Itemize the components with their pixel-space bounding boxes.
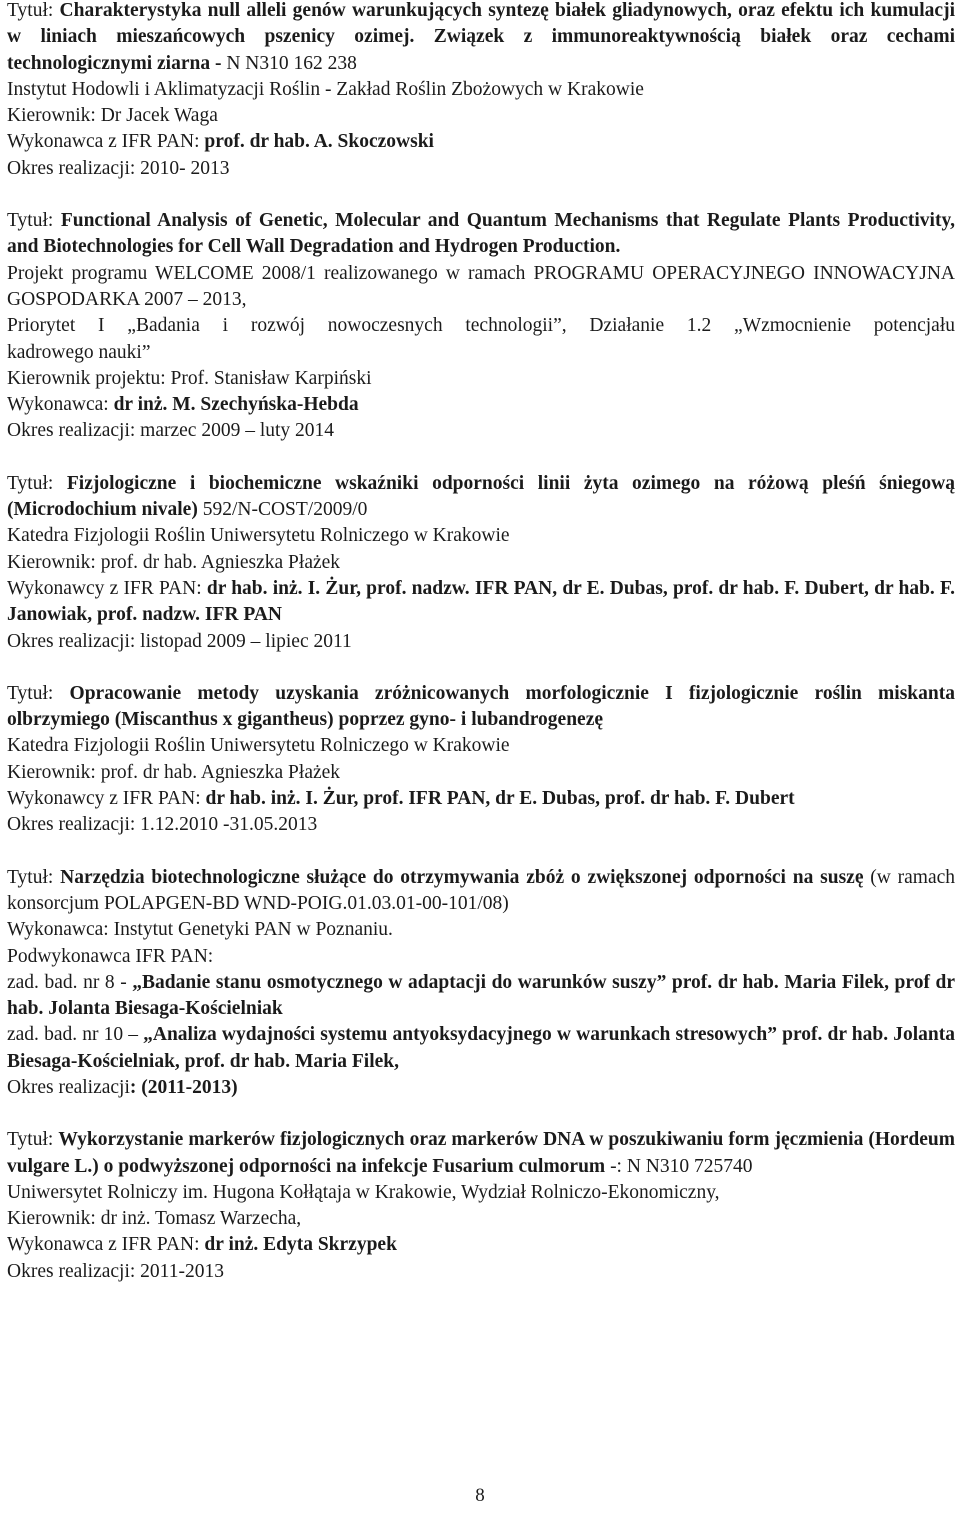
entry-contractor: Wykonawca: dr inż. M. Szechyńska-Hebda (7, 394, 359, 416)
entry-contractor: Wykonawca: Instytut Genetyki PAN w Poznaniu. (7, 919, 393, 941)
entry-title: Charakterystyka null alleli genów warunkujących syntezę białek gliadynowych, oraz efektu ich kumulacji w liniach mieszańcowych pszenicy ozimej. Związek z immunoreaktywnością białek oraz cechami technologicznymi ziarna - (7, 0, 955, 74)
entry-contractors: Wykonawcy z IFR PAN: dr hab. inż. I. Żur, prof. IFR PAN, dr E. Dubas, prof. dr hab. F. Dubert (7, 788, 795, 810)
entry-priority: Priorytet I „Badania i rozwój nowoczesnych technologii”, Działanie 1.2 „Wzmocnienie potencjału (7, 315, 955, 337)
title-label: Tytuł: (7, 210, 54, 232)
entry-task-1: zad. bad. nr 8 - „Badanie stanu osmotycznego w adaptacji do warunków suszy” prof. dr hab. Maria Filek, prof dr hab. Jolanta Biesaga-Kościelniak (7, 971, 955, 1020)
entry-manager: Kierownik: prof. dr hab. Agnieszka Płażek (7, 761, 341, 783)
entry-priority-continued: kadrowego nauki” (7, 341, 151, 363)
entry-title-line (7, 681, 955, 734)
project-entry-6 (7, 1127, 955, 1285)
entry-period: Okres realizacji: marzec 2009 – luty 2014 (7, 420, 335, 442)
entry-period: Okres realizacji: (2011-2013) (7, 1076, 238, 1098)
entry-institution: Instytut Hodowli i Aklimatyzacji Roślin - Zakład Roślin Zbożowych w Krakowie (7, 78, 644, 100)
title-label: Tytuł: (7, 1129, 54, 1151)
entry-institution: Uniwersytet Rolniczy im. Hugona Kołłątaja w Krakowie, Wydział Rolniczo-Ekonomiczny, (7, 1181, 720, 1203)
entry-manager: Kierownik: prof. dr hab. Agnieszka Płażek (7, 551, 341, 573)
document-content (7, 0, 955, 1285)
entry-institution: Katedra Fizjologii Roślin Uniwersytetu Rolniczego w Krakowie (7, 735, 510, 757)
title-label: Tytuł: (7, 472, 54, 494)
entry-grant-number: N N310 162 238 (221, 52, 357, 74)
entry-period: Okres realizacji: 1.12.2010 -31.05.2013 (7, 814, 318, 836)
entry-title-line (7, 208, 955, 261)
entry-title-line (7, 1127, 955, 1180)
entry-grant-number: -: N N310 725740 (605, 1155, 753, 1177)
entry-title-line (7, 0, 955, 77)
entry-manager: Kierownik: Dr Jacek Waga (7, 105, 218, 127)
entry-grant-number: 592/N-COST/2009/0 (197, 499, 368, 521)
page-number: 8 (475, 1485, 485, 1506)
entry-title-line (7, 471, 955, 524)
entry-contractors: Wykonawcy z IFR PAN: dr hab. inż. I. Żur, prof. nadzw. IFR PAN, dr E. Dubas, prof. dr hab. F. Dubert, dr hab. F. Janowiak, prof. nadzw. IFR PAN (7, 577, 956, 626)
entry-title: Wykorzystanie markerów fizjologicznych oraz markerów DNA w poszukiwaniu form jęczmienia (Hordeum vulgare L.) o podwyższonej odporności na infekcje Fusarium culmorum (7, 1129, 956, 1177)
entry-title: Opracowanie metody uzyskania zróżnicowanych morfologicznie I fizjologicznie roślin miskanta olbrzymiego (Miscanthus x gigantheus) poprzez gyno- i lubandrogenezę (7, 682, 955, 731)
entry-consortium: (w ramach konsorcjum POLAPGEN-BD WND-POIG.01.03.01-00-101/08) (7, 866, 956, 914)
entry-period: Okres realizacji: 2011-2013 (7, 1260, 224, 1282)
entry-contractor: Wykonawca z IFR PAN: dr inż. Edyta Skrzypek (7, 1234, 397, 1256)
title-label: Tytuł: (7, 682, 54, 704)
entry-contractor: Wykonawca z IFR PAN: prof. dr hab. A. Skoczowski (7, 131, 434, 153)
title-label: Tytuł: (7, 0, 54, 21)
entry-subcontractor: Podwykonawca IFR PAN: (7, 945, 214, 967)
entry-program: Projekt programu WELCOME 2008/1 realizowanego w ramach PROGRAMU OPERACYJNEGO INNOWACYJNA GOSPODARKA 2007 – 2013, (7, 262, 955, 310)
entry-task-2: zad. bad. nr 10 – „Analiza wydajności systemu antyoksydacyjnego w warunkach stresowych” prof. dr hab. Jolanta Biesaga-Kościelniak, prof. dr hab. Maria Filek, (7, 1024, 956, 1072)
entry-institution: Katedra Fizjologii Roślin Uniwersytetu Rolniczego w Krakowie (7, 525, 510, 547)
project-entry-2 (7, 208, 955, 445)
entry-title: Functional Analysis of Genetic, Molecular and Quantum Mechanisms that Regulate Plants Productivity, and Biotechnologies for Cell Wall Degradation and Hydrogen Production. (7, 210, 956, 258)
project-entry-4 (7, 681, 955, 839)
entry-period: Okres realizacji: listopad 2009 – lipiec 2011 (7, 630, 352, 652)
entry-title: Narzędzia biotechnologiczne służące do otrzymywania zbóż o zwiększonej odporności na suszę (60, 866, 864, 888)
project-entry-5 (7, 865, 955, 1102)
entry-title-line (7, 865, 955, 918)
entry-title: Fizjologiczne i biochemiczne wskaźniki odporności linii żyta ozimego na różową pleśń śniegową (Microdochium nivale) (7, 472, 955, 521)
entry-period: Okres realizacji: 2010- 2013 (7, 157, 230, 179)
entry-manager: Kierownik projektu: Prof. Stanisław Karpiński (7, 367, 372, 389)
title-label: Tytuł: (7, 866, 54, 888)
project-entry-1 (7, 0, 955, 182)
project-entry-3 (7, 471, 955, 655)
entry-manager: Kierownik: dr inż. Tomasz Warzecha, (7, 1208, 302, 1230)
